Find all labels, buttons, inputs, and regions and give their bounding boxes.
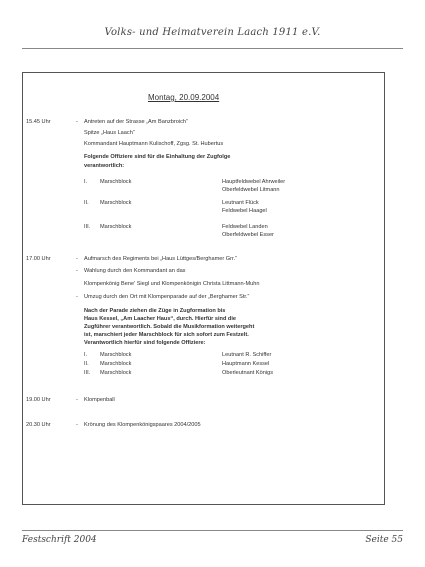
e2-block-2-officer: Hauptmann Kessel xyxy=(222,361,270,367)
event-1-line-3: Kommandant Hauptmann Kulischoff, Zgsg. St. Hubertus xyxy=(84,141,224,147)
event-2-para-3: Zugführer verantwortlich. Sobald die Musikformation weitergeht xyxy=(84,324,255,330)
schedule-frame xyxy=(22,72,385,505)
e2-block-2-num: II. xyxy=(84,361,89,367)
event-3-time: 19.00 Uhr xyxy=(26,397,51,403)
event-4-time: 20.30 Uhr xyxy=(26,422,51,428)
event-2-line-4: Umzug durch den Ort mit Klompenparade auf der „Berghamer Str.“ xyxy=(84,294,250,300)
e1-block-3-officer-2: Oberfeldwebel Esser xyxy=(222,232,274,238)
e2-block-1-officer: Leutnant R. Schiffer xyxy=(222,352,272,358)
e1-block-2-officer-2: Feldwebel Haagel xyxy=(222,208,267,214)
event-3-dash: - xyxy=(76,397,78,403)
page-number: Seite 55 xyxy=(365,535,403,545)
event-2-para-5: Verantwortlich hierfür sind folgende Offiziere: xyxy=(84,340,206,346)
event-2-para-2: Haus Kessel, „Am Laacher Haus“, durch. Hierfür sind die xyxy=(84,316,237,322)
event-1-dash: - xyxy=(76,119,78,125)
event-1-line-1: Antreten auf der Strasse „Am Banzbroich“ xyxy=(84,119,188,125)
e2-block-3-label: Marschblock xyxy=(100,370,132,376)
event-3-text: Klompenball xyxy=(84,397,115,403)
e2-block-1-label: Marschblock xyxy=(100,352,132,358)
e2-block-3-officer: Oberleutnant Königs xyxy=(222,370,273,376)
e2-block-2-label: Marschblock xyxy=(100,361,132,367)
header-rule xyxy=(22,48,403,49)
event-4-dash: - xyxy=(76,422,78,428)
event-1-time: 15.45 Uhr xyxy=(26,119,51,125)
event-2-time: 17.00 Uhr xyxy=(26,256,51,262)
event-1-line-2: Spitze „Haus Laach“ xyxy=(84,130,135,136)
event-2-line-3: Klompenkönig Bene' Siegl und Klompenkönigin Christa Littmann-Muhn xyxy=(84,281,260,287)
event-2-dash-3: - xyxy=(76,294,78,300)
header-title: Volks- und Heimatverein Laach 1911 e.V. xyxy=(104,27,321,38)
e2-block-3-num: III. xyxy=(84,370,91,376)
event-4-text: Krönung des Klompenkönigspaares 2004/2005 xyxy=(84,422,201,428)
e1-block-3-officer-1: Feldwebel Landen xyxy=(222,224,268,230)
e1-block-1-officer-1: Hauptfeldwebel Ahrweiler xyxy=(222,179,286,185)
event-2-para-4: ist, marschiert jeder Marschblock für sich sofort zum Festzelt. xyxy=(84,332,249,338)
e2-block-1-num: I. xyxy=(84,352,88,358)
e1-block-1-officer-2: Oberfeldwebel Litmann xyxy=(222,187,280,193)
e1-block-1-label: Marschblock xyxy=(100,179,132,185)
e1-block-2-label: Marschblock xyxy=(100,200,132,206)
e1-block-2-num: II. xyxy=(84,200,89,206)
footer-left: Festschrift 2004 xyxy=(22,535,97,545)
day-heading: Montag, 20.09.2004 xyxy=(148,93,220,102)
e1-block-3-label: Marschblock xyxy=(100,224,132,230)
footer-rule xyxy=(22,530,403,531)
event-1-line-4: Folgende Offiziere sind für die Einhaltung der Zugfolge xyxy=(84,154,231,160)
e1-block-2-officer-1: Leutnant Flück xyxy=(222,200,259,206)
event-2-para-1: Nach der Parade ziehen die Züge in Zugformation bis xyxy=(84,308,226,314)
e1-block-1-num: I. xyxy=(84,179,88,185)
event-1-line-5: verantwortlich: xyxy=(84,163,125,169)
e1-block-3-num: III. xyxy=(84,224,91,230)
event-2-dash-1: - xyxy=(76,256,78,262)
event-2-line-2: Wahlung durch den Kommandant an das xyxy=(84,268,186,274)
event-2-line-1: Aufmarsch des Regiments bei „Haus Lüttges/Berghamer Grr.“ xyxy=(84,256,237,262)
event-2-dash-2: - xyxy=(76,268,78,274)
